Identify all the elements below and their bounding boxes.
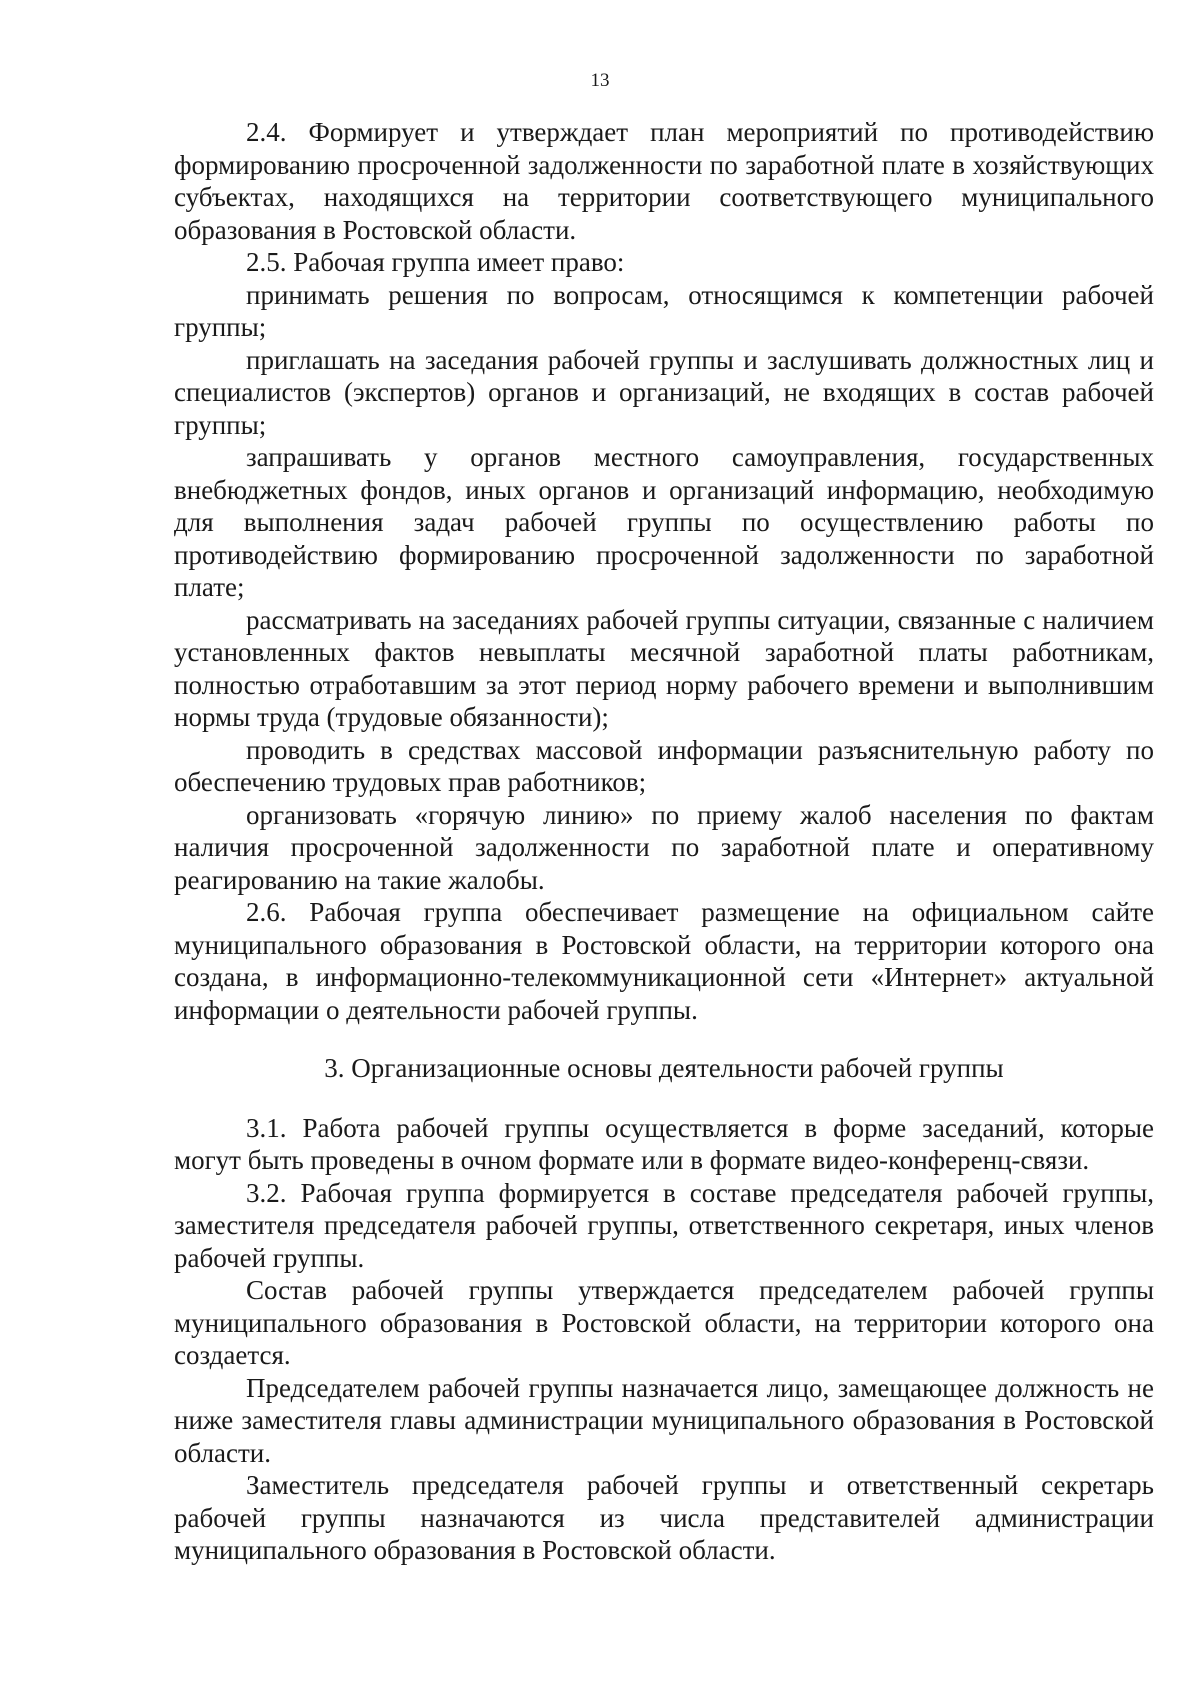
paragraph: принимать решения по вопросам, относящимся к компетенции рабочей группы; <box>174 279 1154 342</box>
paragraph: Заместитель председателя рабочей группы и ответственный секретарь рабочей группы назначаются из числа представителей администрации муниципального образования в Ростовской области. <box>174 1470 1154 1565</box>
section-heading: 3. Организационные основы деятельности рабочей группы <box>324 1053 1004 1083</box>
paragraph: 2.5. Рабочая группа имеет право: <box>246 247 625 277</box>
paragraph: рассматривать на заседаниях рабочей группы ситуации, связанные с наличием установленных фактов невыплаты месячной заработной платы работникам, полностью отработавшим за этот период норму рабочего времени и выполнившим нормы труда (трудовые обязанности); <box>174 604 1154 732</box>
paragraph: Состав рабочей группы утверждается председателем рабочей группы муниципального образования в Ростовской области, на территории которого она создается. <box>174 1275 1154 1370</box>
page-number: 13 <box>590 70 610 91</box>
paragraph: Председателем рабочей группы назначается лицо, замещающее должность не ниже заместителя главы администрации муниципального образования в Ростовской области. <box>174 1372 1154 1468</box>
paragraph: 3.2. Рабочая группа формируется в составе председателя рабочей группы, заместителя председателя рабочей группы, ответственного секретаря, иных членов рабочей группы. <box>174 1177 1154 1273</box>
paragraph: запрашивать у органов местного самоуправления, государственных внебюджетных фондов, иных органов и организаций информацию, необходимую для выполнения задач рабочей группы по осуществлению работы по противодействию формированию просроченной задолженности по заработной плате; <box>174 442 1154 602</box>
paragraph: 2.4. Формирует и утверждает план мероприятий по противодействию формированию просроченной задолженности по заработной плате в хозяйствующих субъектах, находящихся на территории соответствующего муниципального образования в Ростовской области. <box>174 117 1154 245</box>
paragraph: 3.1. Работа рабочей группы осуществляется в форме заседаний, которые могут быть проведены в очном формате или в формате видео-конференц-связи. <box>174 1112 1154 1175</box>
paragraph: организовать «горячую линию» по приему жалоб населения по фактам наличия просроченной задолженности по заработной плате и оперативному реагированию на такие жалобы. <box>174 799 1154 895</box>
paragraph: 2.6. Рабочая группа обеспечивает размещение на официальном сайте муниципального образования в Ростовской области, на территории которого она создана, в информационно-телекоммуникационной сети «Интернет» актуальной информации о деятельности рабочей группы. <box>174 897 1154 1025</box>
document-body <box>174 116 1154 1567</box>
paragraph: приглашать на заседания рабочей группы и заслушивать должностных лиц и специалистов (экспертов) органов и организаций, не входящих в состав рабочей группы; <box>174 344 1154 440</box>
paragraph: проводить в средствах массовой информации разъяснительную работу по обеспечению трудовых прав работников; <box>174 734 1154 797</box>
